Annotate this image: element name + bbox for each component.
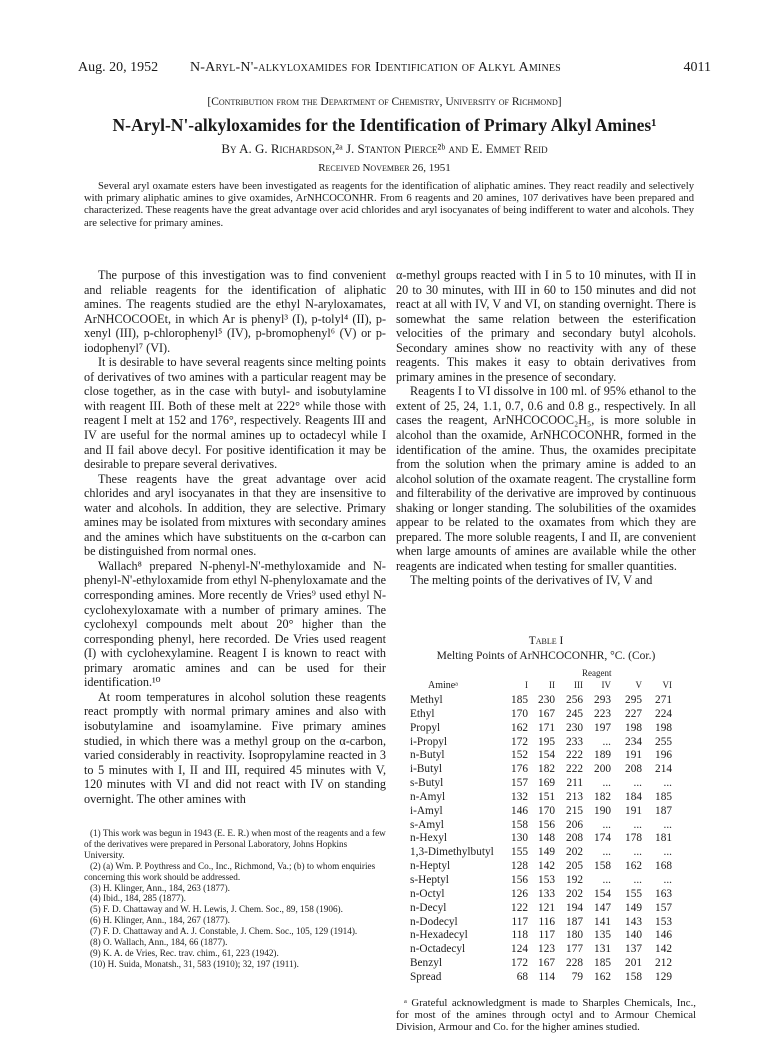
melting-point-cell: 142 — [538, 860, 555, 873]
melting-point-cell: ... — [602, 846, 611, 859]
author-line: By A. G. Richardson,²ᵃ J. Stanton Pierce²ᵇ and E. Emmet Reid — [221, 141, 548, 156]
melting-point-cell: 132 — [511, 790, 528, 803]
contribution-line: [Contribution from the Department of Chemistry, University of Richmond] — [207, 96, 562, 108]
table-row — [410, 916, 692, 930]
melting-point-cell: 196 — [655, 749, 672, 762]
amine-name-cell: n-Heptyl — [410, 860, 451, 873]
melting-point-cell: 184 — [625, 790, 642, 803]
melting-point-cell: 149 — [625, 901, 642, 914]
melting-point-cell: 194 — [566, 901, 583, 914]
melting-point-cell: 201 — [625, 957, 642, 970]
paragraph: It is desirable to have several reagents since melting points of derivatives of two amines with a particular reagent may be close together, as in the case with butyl- and isobutylamine with reagent III. Both of these melt at 222° while those with reagent I melt at 152 and 176°, respectively. Reagents III and IV are useful for the normal amines up to octadecyl while I and II fail above decyl. For positive identification it may be desirable to prepare several derivatives. — [84, 355, 386, 472]
melting-point-cell: 131 — [594, 943, 611, 956]
melting-point-cell: 271 — [655, 694, 672, 706]
melting-point-cell: 195 — [538, 735, 555, 748]
melting-point-cell: 202 — [566, 846, 583, 859]
melting-point-cell: 213 — [566, 790, 583, 803]
table-row — [410, 819, 692, 833]
melting-point-cell: 230 — [538, 694, 555, 706]
melting-point-cell: 295 — [625, 694, 642, 706]
melting-point-cell: 79 — [571, 970, 583, 983]
melting-point-cell: 223 — [594, 707, 611, 720]
footnote: (8) O. Wallach, Ann., 184, 66 (1877). — [90, 937, 228, 948]
amine-name-cell: s-Butyl — [410, 777, 444, 790]
melting-point-cell: 167 — [538, 957, 555, 970]
melting-point-cell: 224 — [655, 707, 672, 720]
amine-name-cell: Methyl — [410, 694, 443, 706]
melting-point-cell: 137 — [625, 943, 642, 956]
table-row — [410, 736, 692, 750]
table-row — [410, 791, 692, 805]
column-header: I — [525, 680, 528, 690]
melting-point-cell: 172 — [511, 735, 528, 748]
melting-point-cell: 208 — [625, 763, 642, 776]
melting-point-cell: 228 — [566, 957, 583, 970]
footnote: (5) F. D. Chattaway and W. H. Lewis, J. Chem. Soc., 89, 158 (1906). — [90, 904, 343, 915]
melting-point-cell: 222 — [566, 763, 583, 776]
melting-point-cell: 190 — [594, 804, 611, 817]
melting-point-cell: 169 — [538, 777, 555, 790]
melting-point-cell: 128 — [511, 860, 528, 873]
melting-point-cell: 182 — [538, 763, 555, 776]
amine-name-cell: s-Amyl — [410, 818, 444, 831]
amine-name-cell: n-Decyl — [410, 901, 447, 914]
melting-point-cell: 211 — [566, 777, 583, 790]
paragraph: The purpose of this investigation was to find convenient and reliable reagents for the identification of aliphatic amines. The reagents studied are the ethyl N-aryloxamates, ArNHCOCOOEt, in which Ar is phenyl³ (I), p-tolyl⁴ (II), p-xenyl (III), p-chlorophenyl⁵ (IV), p-bromophenyl⁶ (V) or p-iodophenyl⁷ (VI). — [84, 268, 386, 355]
melting-point-cell: 158 — [511, 818, 528, 831]
melting-point-cell: 129 — [655, 970, 672, 983]
melting-point-cell: 185 — [511, 694, 528, 706]
melting-point-cell: ... — [633, 873, 642, 886]
melting-point-cell: 162 — [625, 860, 642, 873]
table-caption: Table I — [528, 635, 564, 647]
left-column — [84, 268, 386, 806]
melting-point-cell: 68 — [516, 970, 528, 983]
footnote: (2) (a) Wm. P. Poythress and Co., Inc., Richmond, Va.; (b) to whom enquiries concerning this work should be addressed. — [84, 860, 376, 882]
melting-point-cell: 117 — [538, 929, 555, 942]
melting-point-cell: 158 — [594, 860, 611, 873]
footnote: (3) H. Klinger, Ann., 184, 263 (1877). — [90, 882, 230, 893]
melting-point-cell: 185 — [594, 957, 611, 970]
melting-point-cell: 149 — [538, 846, 555, 859]
amine-name-cell: n-Dodecyl — [410, 915, 458, 928]
melting-point-cell: 172 — [511, 957, 528, 970]
table-row — [410, 943, 692, 957]
melting-point-cell: 155 — [511, 846, 528, 859]
melting-point-cell: 178 — [625, 832, 642, 845]
paragraph: Reagents I to VI dissolve in 100 ml. of 95% ethanol to the extent of 25, 24, 1.1, 0.7, 0.6 and 0.8 g., respectively. In all cases the reagent, ArNHCOCOOC₂H₅, is more soluble in alcohol than the oxamide, ArNHCOCONHR, formed in the identification of the amine. Thus, the oxamides precipitate from the solution when the primary amine is added to an alcohol solution of the oxamate reagent. The crystalline form and filterability of the derivative are improved by continuous shaking or longer standing. The solubilities of the oxamides appear to be related to the oxamates from which they are prepared. The more soluble reagents, I and II, are convenient when large amounts of amines are available while the other reagents are indicated when testing for smaller quantities. — [396, 384, 696, 573]
melting-point-cell: ... — [602, 777, 611, 790]
abstract: Several aryl oxamate esters have been investigated as reagents for the identification of aliphatic amines. They react readily and selectively with primary aliphatic amines to give oxamides, ArNHCOCONHR. From 6 reagents and 20 amines, 107 derivatives have been prepared and characterized. These reagents have the great advantage over acid chlorides and aryl isocyanates of being indifferent to water and alcohols. They are selective for primary amines. — [84, 181, 694, 229]
table-row — [410, 860, 692, 874]
melting-point-cell: 192 — [566, 873, 583, 886]
amine-name-cell: Propyl — [410, 721, 441, 734]
melting-point-cell: 135 — [594, 929, 611, 942]
melting-point-cell: 197 — [594, 721, 611, 734]
footnote: (9) K. A. de Vries, Rec. trav. chim., 61, 223 (1942). — [90, 947, 279, 958]
amine-name-cell: 1,3-Dimethylbutyl — [410, 846, 494, 859]
melting-point-cell: 163 — [655, 887, 672, 900]
melting-point-cell: 191 — [625, 749, 642, 762]
melting-point-cell: 185 — [655, 790, 672, 803]
melting-point-cell: 133 — [538, 887, 555, 900]
melting-point-cell: 147 — [594, 901, 611, 914]
amine-name-cell: Benzyl — [410, 957, 442, 970]
melting-point-cell: 155 — [625, 887, 642, 900]
melting-point-cell: 156 — [538, 818, 555, 831]
melting-point-cell: ... — [663, 846, 672, 859]
melting-point-cell: 168 — [655, 860, 672, 873]
running-head — [78, 60, 711, 80]
right-column — [396, 268, 696, 588]
footnote: (1) This work was begun in 1943 (E. E. R.) when most of the reagents and a few of the derivatives were prepared in Personal Laboratory, Johns Hopkins University. — [84, 828, 386, 860]
column-header: VI — [662, 680, 672, 690]
column-header: III — [574, 680, 583, 690]
melting-point-cell: 205 — [566, 860, 583, 873]
issue-date: Aug. 20, 1952 — [78, 60, 159, 75]
melting-point-cell: 130 — [511, 832, 528, 845]
melting-point-cell: 191 — [625, 804, 642, 817]
melting-point-cell: 189 — [594, 749, 611, 762]
paragraph: Wallach⁸ prepared N-phenyl-N'-methyloxamide and N-phenyl-N'-ethyloxamide from ethyl N-phenyloxamate and the corresponding amines. More recently de Vries⁹ used ethyl N-cyclohexyloxamate with a number of primary amines. The cyclohexyl compounds melt about 20° higher than the corresponding phenyl, here recorded. De Vries used reagent (I) with cyclohexylamine. Reagent I is known to react with primary aromatic amines and can be used for their identification.¹⁰ — [84, 558, 386, 690]
column-header: IV — [601, 680, 611, 690]
table-row — [410, 722, 692, 736]
column-header: II — [549, 680, 555, 690]
melting-point-cell: 198 — [655, 721, 672, 734]
melting-point-cell: 142 — [655, 943, 672, 956]
melting-point-cell: 122 — [511, 901, 528, 914]
melting-point-cell: 170 — [538, 804, 555, 817]
melting-point-cell: 152 — [511, 749, 528, 762]
melting-point-cell: 154 — [594, 887, 611, 900]
table-row — [410, 957, 692, 971]
melting-point-cell: ... — [663, 818, 672, 831]
melting-point-cell: 174 — [594, 832, 611, 845]
melting-point-cell: 177 — [566, 943, 583, 956]
table-row — [410, 832, 692, 846]
amine-name-cell: n-Butyl — [410, 749, 445, 762]
melting-point-cell: 182 — [594, 790, 611, 803]
melting-point-cell: 187 — [655, 804, 672, 817]
amine-name-cell: n-Octadecyl — [410, 943, 466, 956]
melting-point-cell: 180 — [566, 929, 583, 942]
melting-point-cell: 123 — [538, 943, 555, 956]
melting-point-cell: 206 — [566, 818, 583, 831]
melting-point-cell: 153 — [655, 915, 672, 928]
paragraph: The melting points of the derivatives of IV, V and — [410, 573, 653, 588]
melting-point-cell: 146 — [655, 929, 672, 942]
amine-name-cell: i-Amyl — [410, 804, 443, 817]
melting-point-cell: 187 — [566, 915, 583, 928]
table-row — [410, 971, 692, 985]
melting-point-cell: 222 — [566, 749, 583, 762]
melting-point-cell: 114 — [538, 970, 555, 983]
melting-points-table — [410, 668, 692, 985]
table-footnote: ᵃ Grateful acknowledgment is made to Sharples Chemicals, Inc., for most of the amines through octyl and to Armour Chemical Division, Armour and Co. for the higher amines studied. — [396, 997, 696, 1034]
melting-point-cell: 230 — [566, 721, 583, 734]
melting-point-cell: 124 — [511, 943, 528, 956]
melting-point-cell: 170 — [511, 707, 528, 720]
amine-name-cell: n-Octyl — [410, 887, 445, 900]
melting-point-cell: ... — [602, 873, 611, 886]
paragraph: α-methyl groups reacted with I in 5 to 10 minutes, with II in 20 to 30 minutes, with III in 60 to 150 minutes and did not react at all with IV, V and VI, on standing overnight. There is somewhat the same relation between the esterification velocities of the primary and secondary butyl alcohols. Secondary amines show no reactivity with any of these reagents. This makes it easy to obtain derivatives from primary amines in the presence of secondary. — [396, 268, 696, 384]
melting-point-cell: 162 — [511, 721, 528, 734]
melting-point-cell: 156 — [511, 873, 528, 886]
melting-point-cell: 118 — [511, 929, 528, 942]
table-row — [410, 888, 692, 902]
melting-point-cell: 212 — [655, 957, 672, 970]
melting-point-cell: 141 — [594, 915, 611, 928]
amine-name-cell: n-Hexadecyl — [410, 929, 468, 942]
running-title: N-Aryl-N'-alkyloxamides for Identification of Alkyl Amines — [190, 60, 561, 75]
melting-point-cell: 200 — [594, 763, 611, 776]
footnotes — [84, 828, 386, 970]
table-row — [410, 846, 692, 860]
page-number: 4011 — [683, 60, 711, 75]
table-row — [410, 902, 692, 916]
melting-point-cell: 143 — [625, 915, 642, 928]
article-title: N-Aryl-N'-alkyloxamides for the Identification of Primary Alkyl Amines¹ — [112, 115, 657, 135]
paragraph: These reagents have the great advantage over acid chlorides and aryl isocyanates in that they are insensitive to water and alcohols. In addition, they are selective. Primary amines may be isolated from mixtures with secondary amines and the amines which have substituents on the α-carbon can be distinguished from normal ones. — [84, 471, 386, 559]
amine-name-cell: i-Butyl — [410, 763, 443, 776]
melting-point-cell: 214 — [655, 763, 672, 776]
melting-point-cell: ... — [602, 818, 611, 831]
melting-point-cell: 227 — [625, 707, 642, 720]
table-subcaption: Melting Points of ArNHCOCONHR, °C. (Cor.) — [436, 650, 656, 662]
melting-point-cell: 157 — [655, 901, 672, 914]
footnote: (6) H. Klinger, Ann., 184, 267 (1877). — [90, 915, 230, 926]
table-row — [410, 749, 692, 763]
amine-name-cell: i-Propyl — [410, 735, 448, 748]
table-row — [410, 929, 692, 943]
paragraph: At room temperatures in alcohol solution these reagents react promptly with normal primary amines and also with isobutylamine and isoamylamine. Five primary amines studied, in which there was a methyl group on the α-carbon, varied considerably in reactivity. Isopropylamine reacted in 3 to 5 minutes with I, II and III, required 45 minutes with V, 120 minutes with VI and did not react with IV on standing overnight. The other amines with — [84, 689, 386, 806]
amine-name-cell: Ethyl — [410, 707, 435, 720]
melting-point-cell: 121 — [538, 901, 555, 914]
melting-point-cell: ... — [633, 818, 642, 831]
melting-point-cell: 208 — [566, 832, 583, 845]
column-header: V — [635, 680, 642, 690]
table-row — [410, 694, 692, 708]
melting-point-cell: ... — [663, 777, 672, 790]
melting-point-cell: 116 — [538, 915, 555, 928]
melting-point-cell: 117 — [511, 915, 528, 928]
footnote: (7) F. D. Chattaway and A. J. Constable, J. Chem. Soc., 105, 129 (1914). — [90, 926, 358, 937]
melting-point-cell: 154 — [538, 749, 555, 762]
table-header — [410, 668, 692, 694]
received-date: Received November 26, 1951 — [318, 162, 451, 174]
table-body — [410, 694, 692, 985]
melting-point-cell: 171 — [538, 721, 555, 734]
melting-point-cell: ... — [633, 846, 642, 859]
table-row — [410, 874, 692, 888]
table-row — [410, 763, 692, 777]
melting-point-cell: 153 — [538, 873, 555, 886]
melting-point-cell: ... — [602, 735, 611, 748]
melting-point-cell: 234 — [625, 735, 642, 748]
melting-point-cell: ... — [633, 777, 642, 790]
melting-point-cell: 151 — [538, 790, 555, 803]
melting-point-cell: 256 — [566, 694, 583, 706]
reagent-header: Reagent — [582, 668, 612, 678]
melting-point-cell: 233 — [566, 735, 583, 748]
melting-point-cell: 245 — [566, 707, 583, 720]
footnote: (4) Ibid., 184, 285 (1877). — [90, 893, 186, 904]
melting-point-cell: 215 — [566, 804, 583, 817]
melting-point-cell: ... — [663, 873, 672, 886]
amine-name-cell: s-Heptyl — [410, 873, 449, 886]
table-row — [410, 777, 692, 791]
melting-point-cell: 202 — [566, 887, 583, 900]
amine-name-cell: Spread — [410, 970, 442, 983]
melting-point-cell: 162 — [594, 970, 611, 983]
melting-point-cell: 126 — [511, 887, 528, 900]
melting-point-cell: 140 — [625, 929, 642, 942]
melting-point-cell: 181 — [655, 832, 672, 845]
table-row — [410, 805, 692, 819]
melting-point-cell: 293 — [594, 694, 611, 706]
melting-point-cell: 158 — [625, 970, 642, 983]
melting-point-cell: 255 — [655, 735, 672, 748]
melting-point-cell: 167 — [538, 707, 555, 720]
melting-point-cell: 157 — [511, 777, 528, 790]
melting-point-cell: 198 — [625, 721, 642, 734]
melting-point-cell: 146 — [511, 804, 528, 817]
table-row — [410, 708, 692, 722]
amine-name-cell: n-Hexyl — [410, 832, 448, 845]
amine-column-header: Amineᵃ — [428, 680, 458, 691]
melting-point-cell: 176 — [511, 763, 528, 776]
footnote: (10) H. Suida, Monatsh., 31, 583 (1910); 32, 197 (1911). — [90, 958, 299, 969]
melting-point-cell: 148 — [538, 832, 555, 845]
amine-name-cell: n-Amyl — [410, 790, 446, 803]
